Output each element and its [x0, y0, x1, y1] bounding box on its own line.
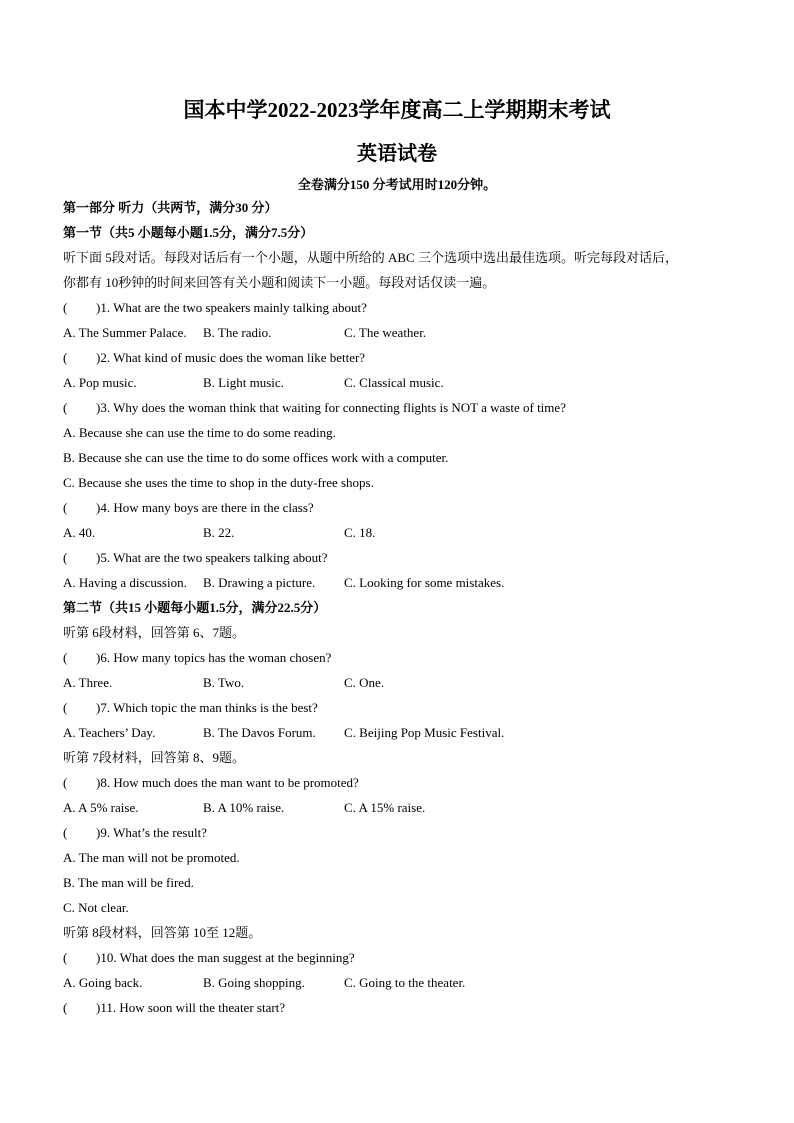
- question-text: )5. What are the two speakers talking about?: [96, 550, 328, 565]
- section-heading: 第一节（共5 小题每小题1.5分，满分7.5分）: [63, 225, 314, 240]
- question: [63, 820, 753, 845]
- answer-blank: (: [63, 650, 68, 665]
- option-b: B. Drawing a picture.: [203, 575, 316, 590]
- answer-blank: (: [63, 300, 68, 315]
- text-line: 听第 6段材料，回答第 6、7题。: [63, 625, 246, 640]
- text-line: C. Not clear.: [63, 900, 129, 915]
- question: [63, 295, 753, 320]
- text-line: A. Because she can use the time to do some reading.: [63, 425, 336, 440]
- exam-subject: 英语试卷: [357, 143, 437, 165]
- option-b: B. Two.: [203, 675, 245, 690]
- option-a: A. A 5% raise.: [63, 800, 139, 815]
- option-b: B. The radio.: [203, 325, 272, 340]
- answer-blank: (: [63, 400, 68, 415]
- option-a: A. Three.: [63, 675, 113, 690]
- exam-body: [63, 195, 753, 1020]
- option-a: A. Having a discussion.: [63, 575, 187, 590]
- question: [63, 645, 753, 670]
- option-c: C. One.: [344, 675, 385, 690]
- answer-blank: (: [63, 825, 68, 840]
- option-c: C. Going to the theater.: [344, 975, 466, 990]
- question: [63, 995, 753, 1020]
- text-line: 听下面 5段对话。每段对话后有一个小题，从题中所给的 ABC 三个选项中选出最佳选项。听完每段对话后，: [63, 250, 678, 265]
- text-line: B. The man will be fired.: [63, 875, 194, 890]
- answer-blank: (: [63, 350, 68, 365]
- answer-blank: (: [63, 700, 68, 715]
- option-b: B. 22.: [203, 525, 235, 540]
- option-b: B. A 10% raise.: [203, 800, 285, 815]
- question: [63, 770, 753, 795]
- section-heading: 第一部分 听力（共两节，满分30 分）: [63, 200, 278, 215]
- exam-title: 国本中学2022-2023学年度高二上学期期末考试: [183, 98, 611, 122]
- option-a: A. 40.: [63, 525, 96, 540]
- question-text: )1. What are the two speakers mainly talking about?: [96, 300, 367, 315]
- option-a: A. Teachers’ Day.: [63, 725, 156, 740]
- option-b: B. Light music.: [203, 375, 284, 390]
- answer-blank: (: [63, 1000, 68, 1015]
- question: [63, 945, 753, 970]
- text-line: B. Because she can use the time to do some offices work with a computer.: [63, 450, 449, 465]
- answer-options: [63, 570, 753, 595]
- question-text: )10. What does the man suggest at the beginning?: [96, 950, 355, 965]
- option-c: C. Classical music.: [344, 375, 444, 390]
- text-line: A. The man will not be promoted.: [63, 850, 240, 865]
- answer-options: [63, 970, 753, 995]
- option-c: C. 18.: [344, 525, 376, 540]
- question-text: )4. How many boys are there in the class?: [96, 500, 314, 515]
- text-line: 你都有 10秒钟的时间来回答有关小题和阅读下一小题。每段对话仅读一遍。: [63, 275, 496, 290]
- option-b: B. Going shopping.: [203, 975, 305, 990]
- answer-blank: (: [63, 500, 68, 515]
- option-a: A. Pop music.: [63, 375, 137, 390]
- question-text: )8. How much does the man want to be promoted?: [96, 775, 359, 790]
- text-line: 听第 7段材料，回答第 8、9题。: [63, 750, 246, 765]
- question-text: )11. How soon will the theater start?: [96, 1000, 286, 1015]
- answer-options: [63, 795, 753, 820]
- answer-options: [63, 670, 753, 695]
- answer-options: [63, 520, 753, 545]
- question: [63, 395, 753, 420]
- option-c: C. Looking for some mistakes.: [344, 575, 505, 590]
- answer-blank: (: [63, 550, 68, 565]
- text-line: 听第 8段材料，回答第 10至 12题。: [63, 925, 262, 940]
- question-text: )3. Why does the woman think that waiting for connecting flights is NOT a waste of time?: [96, 400, 566, 415]
- answer-options: [63, 320, 753, 345]
- option-a: A. The Summer Palace.: [63, 325, 187, 340]
- answer-options: [63, 720, 753, 745]
- text-line: C. Because she uses the time to shop in the duty-free shops.: [63, 475, 374, 490]
- answer-blank: (: [63, 950, 68, 965]
- answer-options: [63, 370, 753, 395]
- answer-blank: (: [63, 775, 68, 790]
- question-text: )2. What kind of music does the woman like better?: [96, 350, 366, 365]
- question: [63, 345, 753, 370]
- option-b: B. The Davos Forum.: [203, 725, 316, 740]
- option-c: C. A 15% raise.: [344, 800, 426, 815]
- question-text: )7. Which topic the man thinks is the best?: [96, 700, 318, 715]
- option-c: C. Beijing Pop Music Festival.: [344, 725, 505, 740]
- question-text: )6. How many topics has the woman chosen?: [96, 650, 332, 665]
- exam-note: 全卷满分150 分考试用时120分钟。: [297, 177, 497, 192]
- section-heading: 第二节（共15 小题每小题1.5分，满分22.5分）: [63, 600, 327, 615]
- question: [63, 545, 753, 570]
- option-a: A. Going back.: [63, 975, 143, 990]
- question: [63, 695, 753, 720]
- question-text: )9. What’s the result?: [96, 825, 207, 840]
- question: [63, 495, 753, 520]
- option-c: C. The weather.: [344, 325, 427, 340]
